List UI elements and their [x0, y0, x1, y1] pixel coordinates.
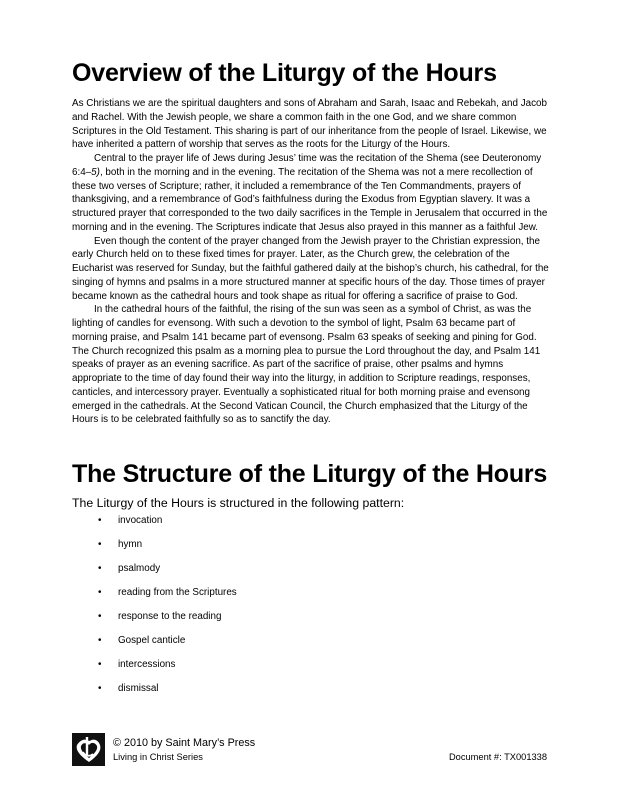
list-item: [72, 538, 237, 562]
bullet-icon: •: [98, 515, 102, 526]
list-item-label: psalmody: [118, 563, 161, 574]
bullet-icon: •: [98, 539, 102, 550]
list-item-label: dismissal: [118, 683, 159, 694]
bullet-icon: •: [98, 587, 102, 598]
bullet-icon: •: [98, 611, 102, 622]
series-name: Living in Christ Series: [113, 752, 203, 762]
paragraph-2-part-c: , both in the morning and in the evening. The recitation of the Shema was not a mere recollection of these two verses of Scripture; rather, it included a remembrance of the Ten Commandments, prayers of thanksgiving, and a remembrance of God’s faithfulness during the Exodus from Egyptian slavery. It was a structured prayer that corresponded to the two daily sacrifices in the Temple in Jerusalem that occurred in the morning and in the evening. The Scriptures indicate that Jesus also prayed in this manner as a faithful Jew.: [72, 166, 548, 233]
paragraph-2-part-a: Central to the prayer life of Jews during Jesus’ time was the recitation of the Shema (see Deuteronomy 6:4–: [72, 153, 542, 178]
structure-list: [72, 514, 237, 706]
overview-body: [72, 97, 550, 427]
paragraph-4: In the cathedral hours of the faithful, the rising of the sun was seen as a symbol of Christ, as was the lighting of candles for evensong. With such a devotion to the symbol of light, Psalm 63 became part of morning praise, and Psalm 141 became part of evensong. Psalm 63 speaks of seeking and pining for God. The Church recognized this psalm as a morning plea to pursue the Lord throughout the day, and Psalm 141 speaks of prayer as an evening sacrifice. As part of the sacrifice of praise, other psalms and hymns appropriate to the time of day found their way into the liturgy, in addition to Scripture readings, responses, canticles, and intercessory prayer. Eventually a sophisticated ritual for both morning praise and evensong emerged in the cathedrals. At the Second Vatican Council, the Church emphasized that the Liturgy of the Hours is to be celebrated faithfully so as to sanctify the day.: [72, 304, 541, 426]
list-item: [72, 682, 237, 706]
saint-marys-press-logo-icon: [72, 733, 105, 766]
paragraph-3: Even though the content of the prayer changed from the Jewish prayer to the Christian expression, the early Church held on to these fixed times for prayer. Later, as the Church grew, the celebration of the Eucharist was reserved for Sunday, but the faithful gathered daily at the bishop’s church, his cathedral, for the singing of hymns and psalms in a more structured manner at specific hours of the day. Those times of prayer became known as the cathedral hours and took shape as ritual for offering a sacrifice of praise to God.: [72, 235, 549, 302]
list-item-label: response to the reading: [118, 611, 222, 622]
bullet-icon: •: [98, 635, 102, 646]
page-title: Overview of the Liturgy of the Hours: [72, 59, 497, 87]
bullet-icon: •: [98, 659, 102, 670]
section-title: The Structure of the Liturgy of the Hours: [72, 460, 548, 488]
list-item-label: intercessions: [118, 659, 176, 670]
list-item: [72, 634, 237, 658]
list-item: [72, 562, 237, 586]
list-item: [72, 514, 237, 538]
list-item-label: hymn: [118, 539, 143, 550]
copyright-text: © 2010 by Saint Mary’s Press: [113, 737, 256, 749]
paragraph-1: As Christians we are the spiritual daughters and sons of Abraham and Sarah, Isaac and Rebekah, and Jacob and Rachel. With the Jewish people, we share a common faith in the one God, and we share common Scriptures in the Old Testament. This sharing is part of our inheritance from the people of Israel. Likewise, we have inherited a pattern of worship that serves as the roots for the Liturgy of the Hours.: [72, 98, 547, 151]
paragraph-2: [72, 152, 550, 235]
list-item-label: invocation: [118, 515, 163, 526]
list-item-label: reading from the Scriptures: [118, 587, 237, 598]
list-item: [72, 658, 237, 682]
paragraph-2-italic: 5): [91, 166, 100, 178]
list-item: [72, 610, 237, 634]
list-item-label: Gospel canticle: [118, 635, 186, 646]
bullet-icon: •: [98, 563, 102, 574]
list-item: [72, 586, 237, 610]
document-number: Document #: TX001338: [448, 752, 547, 762]
bullet-icon: •: [98, 683, 102, 694]
section-intro: The Liturgy of the Hours is structured in the following pattern:: [72, 496, 405, 510]
